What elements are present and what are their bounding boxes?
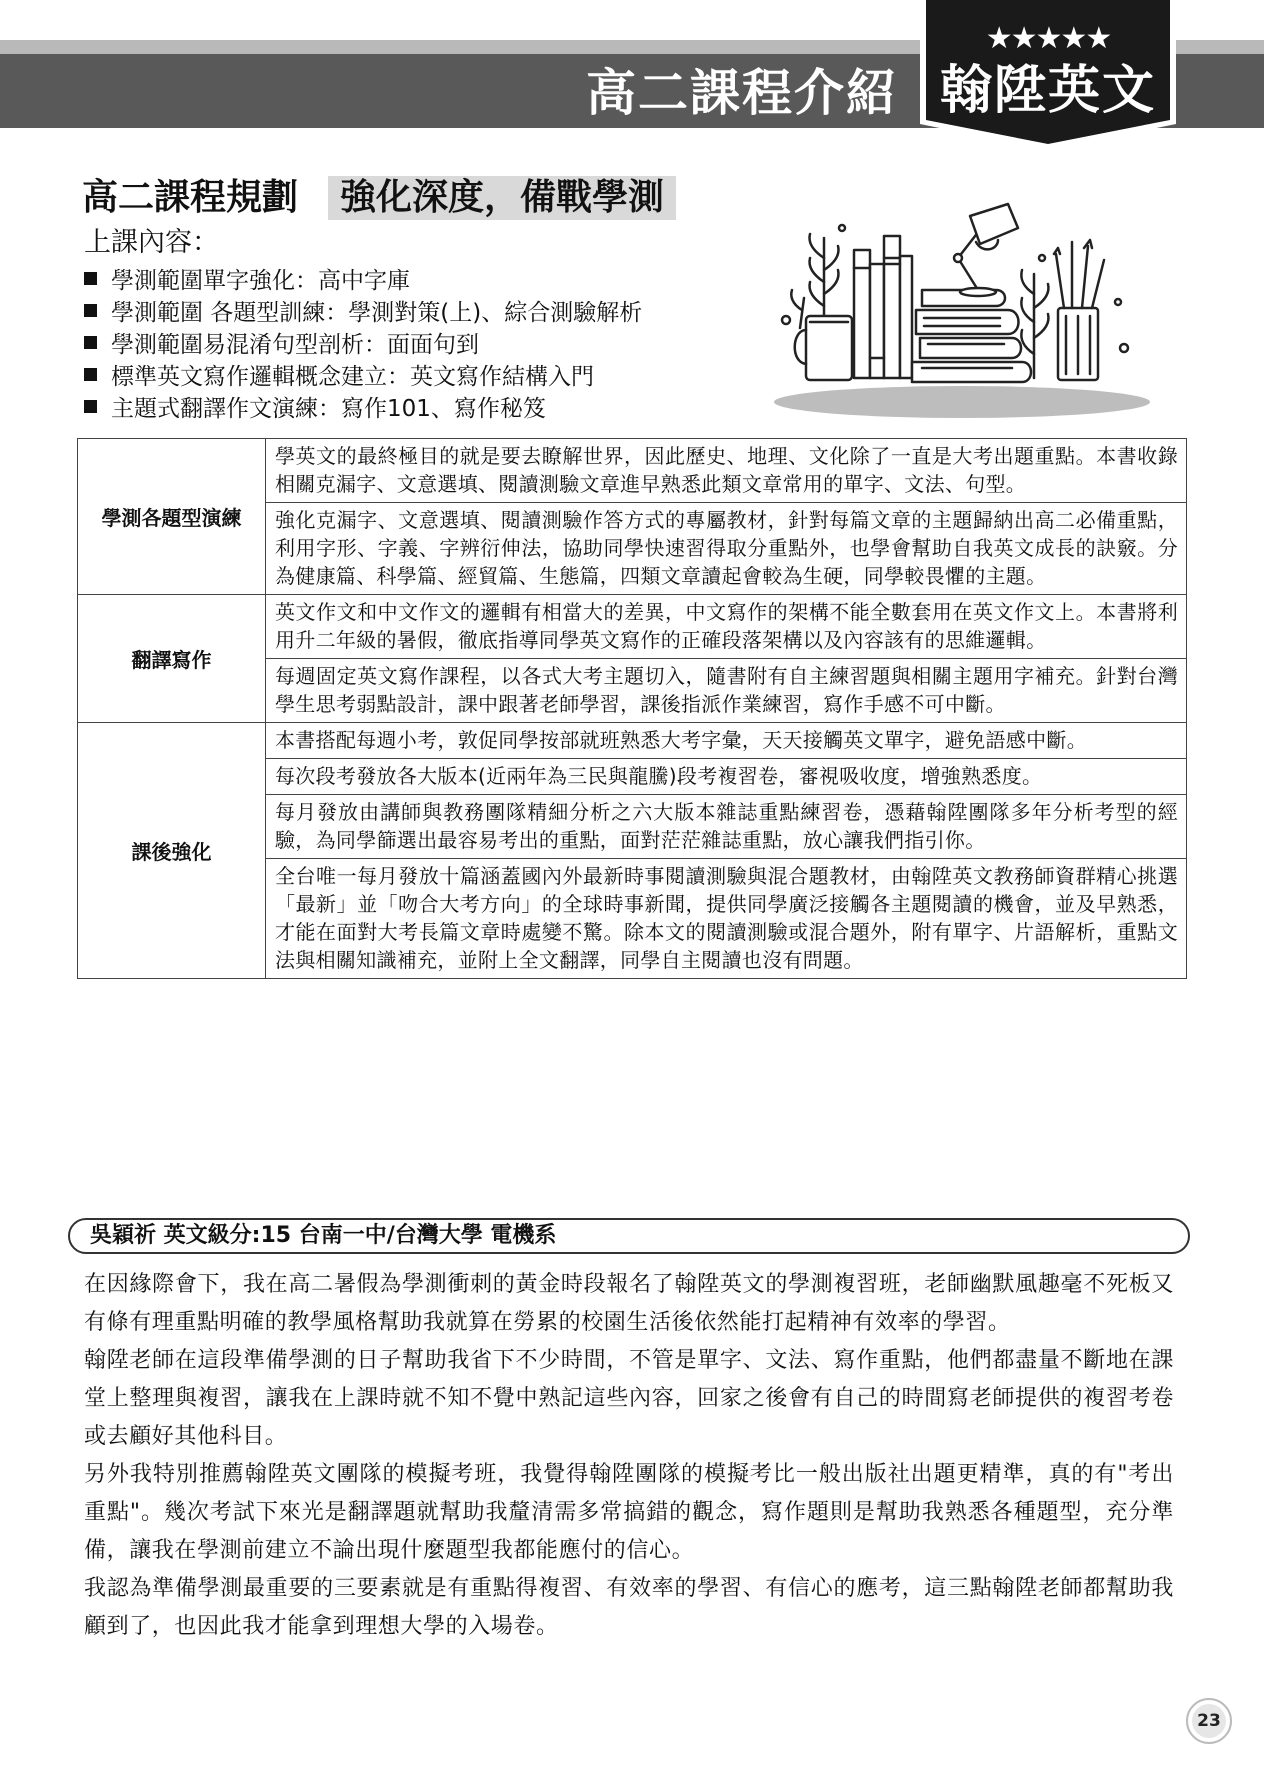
list-item-text: 標準英文寫作邏輯概念建立：英文寫作結構入門 xyxy=(111,363,594,390)
plan-slogan: 強化深度，備戰學測 xyxy=(328,176,676,220)
bullet-square-icon xyxy=(84,368,97,381)
list-item xyxy=(84,262,642,294)
list-item-text: 學測範圍易混淆句型剖析：面面句到 xyxy=(111,331,479,358)
list-item xyxy=(84,326,642,358)
description-cell: 每月發放由講師與教務團隊精細分析之六大版本雜誌重點練習卷，憑藉翰陞團隊多年分析考型的經驗，為同學篩選出最容易考出的重點，面對茫茫雜誌重點，放心讓我們指引你。 xyxy=(266,795,1187,859)
category-cell: 翻譯寫作 xyxy=(78,595,266,723)
bullet-square-icon xyxy=(84,400,97,413)
description-cell: 全台唯一每月發放十篇涵蓋國內外最新時事閱讀測驗與混合題教材，由翰陞英文教務師資群精心挑選「最新」並「吻合大考方向」的全球時事新聞，提供同學廣泛接觸各主題閱讀的機會，並及早熟悉，才能在面對大考長篇文章時處變不驚。除本文的閱讀測驗或混合題外，附有單字、片語解析，重點文法與相關知識補充，並附上全文翻譯，同學自主閱讀也沒有問題。 xyxy=(266,859,1187,979)
course-table xyxy=(77,438,1187,979)
content-list xyxy=(84,262,642,422)
testimonial-paragraph: 翰陞老師在這段準備學測的日子幫助我省下不少時間，不管是單字、文法、寫作重點，他們都盡量不斷地在課堂上整理與複習，讓我在上課時就不知不覺中熟記這些內容，回家之後會有自己的時間寫老師提供的複習考卷或去顧好其他科目。 xyxy=(84,1348,1174,1449)
category-cell: 課後強化 xyxy=(78,723,266,979)
page-number-badge xyxy=(1186,1698,1232,1744)
testimonial-paragraph: 我認為準備學測最重要的三要素就是有重點得複習、有效率的學習、有信心的應考，這三點翰陞老師都幫助我顧到了，也因此我才能拿到理想大學的入場卷。 xyxy=(84,1576,1174,1639)
bullet-square-icon xyxy=(84,272,97,285)
description-cell: 每週固定英文寫作課程，以各式大考主題切入，隨書附有自主練習題與相關主題用字補充。針對台灣學生思考弱點設計，課中跟著老師學習，課後指派作業練習，寫作手感不可中斷。 xyxy=(266,659,1187,723)
plan-title: 高二課程規劃 xyxy=(82,177,299,218)
brand-name: 翰陞英文 xyxy=(939,61,1156,121)
testimonial-paragraph: 在因緣際會下，我在高二暑假為學測衝刺的黃金時段報名了翰陞英文的學測複習班，老師幽默風趣毫不死板又有條有理重點明確的教學風格幫助我就算在勞累的校園生活後依然能打起精神有效率的學習。 xyxy=(84,1272,1174,1335)
list-item-text: 主題式翻譯作文演練：寫作101、寫作秘笈 xyxy=(111,395,546,422)
brand-stars: ★★★★★ xyxy=(985,21,1111,56)
description-cell: 強化克漏字、文意選填、閱讀測驗作答方式的專屬教材，針對每篇文章的主題歸納出高二必備重點，利用字形、字義、字辨衍伸法，協助同學快速習得取分重點外，也學會幫助自我英文成長的訣竅。分為健康篇、科學篇、經貿篇、生態篇，四類文章讀起會較為生硬，同學較畏懼的主題。 xyxy=(266,503,1187,595)
page-title: 高二課程介紹 xyxy=(586,64,898,122)
bullet-square-icon xyxy=(84,304,97,317)
category-cell: 學測各題型演練 xyxy=(78,439,266,595)
list-item xyxy=(84,294,642,326)
description-cell: 本書搭配每週小考，敦促同學按部就班熟悉大考字彙，天天接觸英文單字，避免語感中斷。 xyxy=(266,723,1187,759)
page-number: 23 xyxy=(1192,1704,1226,1738)
bullet-square-icon xyxy=(84,336,97,349)
description-cell: 學英文的最終極目的就是要去瞭解世界，因此歷史、地理、文化除了一直是大考出題重點。本書收錄相關克漏字、文意選填、閱讀測驗文章進早熟悉此類文章常用的單字、文法、句型。 xyxy=(266,439,1187,503)
description-cell: 英文作文和中文作文的邏輯有相當大的差異，中文寫作的架構不能全數套用在英文作文上。本書將利用升二年級的暑假，徹底指導同學英文寫作的正確段落架構以及內容該有的思維邏輯。 xyxy=(266,595,1187,659)
content-label: 上課內容： xyxy=(84,227,219,258)
table-row xyxy=(78,439,1187,503)
testimonial-header: 吳穎祈 英文級分:15 台南一中/台灣大學 電機系 xyxy=(68,1218,1190,1254)
list-item-text: 學測範圍單字強化：高中字庫 xyxy=(111,267,410,294)
testimonial-paragraph: 另外我特別推薦翰陞英文團隊的模擬考班，我覺得翰陞團隊的模擬考比一般出版社出題更精準，真的有"考出重點"。幾次考試下來光是翻譯題就幫助我釐清需多常搞錯的觀念，寫作題則是幫助我熟悉各種題型，充分準備，讓我在學測前建立不論出現什麼題型我都能應付的信心。 xyxy=(84,1462,1174,1563)
list-item xyxy=(84,390,642,422)
brand-badge xyxy=(920,0,1176,150)
description-cell: 每次段考發放各大版本(近兩年為三民與龍騰)段考複習卷，審視吸收度，增強熟悉度。 xyxy=(266,759,1187,795)
testimonial-body xyxy=(84,1266,1174,1646)
list-item-text: 學測範圍 各題型訓練：學測對策(上)、綜合測驗解析 xyxy=(111,299,643,326)
books-lamp-illustration xyxy=(772,198,1152,420)
list-item xyxy=(84,358,642,390)
table-row xyxy=(78,595,1187,659)
table-row xyxy=(78,723,1187,759)
